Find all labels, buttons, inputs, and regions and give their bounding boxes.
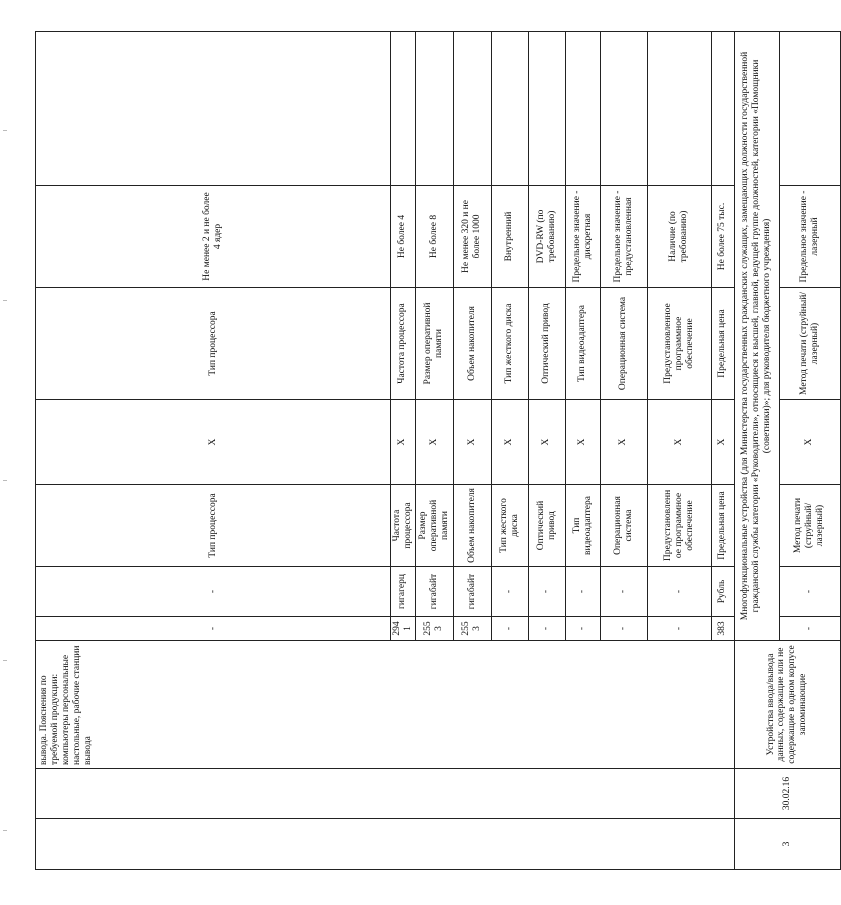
value-limit: Предельное значение - дискретная (565, 186, 600, 288)
scan-mark (3, 830, 7, 831)
characteristic: Тип процессора (36, 485, 391, 567)
characteristic: Частота процессора (391, 485, 416, 567)
scan-mark (3, 130, 7, 131)
value-limit: Предельное значение - лазерный (779, 186, 840, 288)
value-limit: Предельное значение - предустановленная (600, 186, 647, 288)
value-limit: Наличие (по требованию) (647, 186, 711, 288)
value-approved: X (711, 400, 734, 485)
okpd-code: 30.02.16 (734, 769, 840, 819)
value-limit: Не более 4 (391, 186, 416, 288)
justification-cell (565, 32, 600, 186)
value-approved: X (453, 400, 491, 485)
justification-cell (711, 32, 734, 186)
justification-cell (415, 32, 453, 186)
characteristic-2: Объем накопителя (453, 288, 491, 400)
okei-code: 2553 (453, 617, 491, 641)
value-approved: X (647, 400, 711, 485)
characteristic: Метод печати (струйный/лазерный) (779, 485, 840, 567)
characteristic: Объем накопителя (453, 485, 491, 567)
value-approved: X (391, 400, 416, 485)
value-approved: X (779, 400, 840, 485)
unit-name: Рубль (711, 567, 734, 617)
okei-code: 383 (711, 617, 734, 641)
characteristic: Операционная система (600, 485, 647, 567)
unit-name: - (779, 567, 840, 617)
value-approved: X (415, 400, 453, 485)
characteristic-2: Предустановленное программное обеспечение (647, 288, 711, 400)
scan-mark (3, 300, 7, 301)
characteristic: Предельная цена (711, 485, 734, 567)
table-row (734, 32, 779, 870)
unit-name: - (565, 567, 600, 617)
product-name: Устройства ввода/вывода данных, содержащие или не содержащие в одном корпусе запоминающие (734, 641, 840, 769)
unit-name: гигабайт (415, 567, 453, 617)
justification-cell (391, 32, 416, 186)
justification-cell (36, 32, 391, 186)
okei-code: - (779, 617, 840, 641)
okei-code: 2553 (415, 617, 453, 641)
unit-name: гигагерц (391, 567, 416, 617)
okei-code: 2941 (391, 617, 416, 641)
value-limit: Не менее 320 и не более 1000 (453, 186, 491, 288)
unit-name: гигабайт (453, 567, 491, 617)
characteristic: Предустановленное программное обеспечение (647, 485, 711, 567)
value-limit: Не более 8 (415, 186, 453, 288)
justification-cell (647, 32, 711, 186)
okei-code: - (647, 617, 711, 641)
justification-cell (600, 32, 647, 186)
characteristic-2: Тип процессора (36, 288, 391, 400)
characteristic: Размер оперативной памяти (415, 485, 453, 567)
okei-code: - (36, 617, 391, 641)
justification-cell (528, 32, 565, 186)
requirements-table (35, 31, 841, 870)
unit-name: - (491, 567, 528, 617)
value-approved: X (36, 400, 391, 485)
value-approved: X (600, 400, 647, 485)
okpd-code (36, 769, 735, 819)
value-limit: DVD-RW (по требованию) (528, 186, 565, 288)
unit-name: - (600, 567, 647, 617)
characteristic-2: Операционная система (600, 288, 647, 400)
value-approved: X (565, 400, 600, 485)
characteristic-2: Размер оперативной памяти (415, 288, 453, 400)
table-row (36, 32, 391, 870)
unit-name: - (647, 567, 711, 617)
row-number: 3 (734, 819, 840, 870)
justification-cell (453, 32, 491, 186)
okei-code: - (600, 617, 647, 641)
category-note: Многофункциональные устройства (для Министерства государственных гражданских служащих, замещающих должности государственной гражданской службы категории «Руководители», относящиеся к высшей, главной, ведущей группе должностей, категории «Помощники (советники)»; для руководителя бюджетного учреждения) (734, 32, 779, 641)
okei-code: - (528, 617, 565, 641)
okei-code: - (565, 617, 600, 641)
characteristic-2: Тип видеоадаптера (565, 288, 600, 400)
characteristic-2: Частота процессора (391, 288, 416, 400)
value-approved: X (491, 400, 528, 485)
value-approved: X (528, 400, 565, 485)
characteristic-2: Оптический привод (528, 288, 565, 400)
characteristic-2: Предельная цена (711, 288, 734, 400)
unit-name: - (36, 567, 391, 617)
product-name: вывода. Пояснения по требуемой продукции: компьютеры персональные настольные, рабочие станции вывода (36, 641, 735, 769)
value-limit: Внутренний (491, 186, 528, 288)
characteristic-2: Метод печати (струйный/лазерный) (779, 288, 840, 400)
okei-code: - (491, 617, 528, 641)
characteristic-2: Тип жесткого диска (491, 288, 528, 400)
characteristic: Тип жесткого диска (491, 485, 528, 567)
characteristic: Тип видеоадаптера (565, 485, 600, 567)
value-limit: Не более 75 тыс. (711, 186, 734, 288)
rotated-table-wrapper (35, 32, 826, 870)
scan-mark (3, 660, 7, 661)
value-limit: Не менее 2 и не более 4 ядер (36, 186, 391, 288)
unit-name: - (528, 567, 565, 617)
justification-cell (491, 32, 528, 186)
justification-cell (779, 32, 840, 186)
row-number (36, 819, 735, 870)
characteristic: Оптический привод (528, 485, 565, 567)
scan-mark (3, 480, 7, 481)
